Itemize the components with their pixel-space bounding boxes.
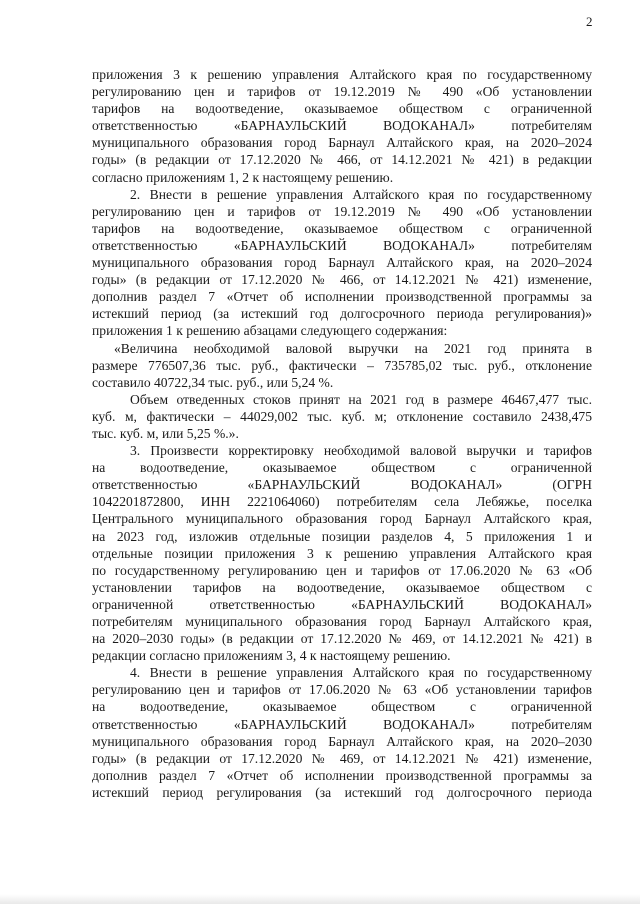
text-line: куб. м, фактически – 44029,002 тыс. куб. м; отклонение составило 2438,475 bbox=[92, 408, 592, 424]
quote-paragraph-start: Объем отведенных стоков принят на 2021 год в размере 46467,477 тыс. bbox=[130, 391, 592, 407]
text-line: ответственностью «БАРНАУЛЬСКИЙ ВОДОКАНАЛ» потребителям bbox=[92, 716, 592, 732]
text-line: годы» (в редакции от 17.12.2020 № 469, от 14.12.2021 № 421) изменение, bbox=[92, 750, 592, 766]
text-line: по государственному регулированию цен и тарифов от 17.06.2020 № 63 «Об bbox=[92, 562, 592, 578]
text-line: отдельные позиции приложения 3 к решению управления Алтайского края bbox=[92, 545, 592, 561]
document-body bbox=[92, 66, 592, 801]
text-line: тыс. куб. м, или 5,25 %.». bbox=[92, 425, 239, 441]
text-line: истекший период регулирования (за истекший год долгосрочного периода bbox=[92, 784, 592, 800]
text-line: ограниченной ответственностью «БАРНАУЛЬСКИЙ ВОДОКАНАЛ» bbox=[92, 596, 592, 612]
scan-bottom-edge bbox=[0, 894, 640, 904]
text-line: муниципального образования город Барнаул Алтайского края, на 2020–2030 bbox=[92, 733, 592, 749]
text-line: муниципального образования город Барнаул Алтайского края, на 2020–2024 bbox=[92, 135, 592, 151]
quote-paragraph-start: «Величина необходимой валовой выручки на 2021 год принята в bbox=[114, 340, 592, 356]
paragraph-2-start: 2. Внести в решение управления Алтайского края по государственному bbox=[130, 186, 592, 202]
text-line: на водоотведение, оказываемое обществом с ограниченной bbox=[92, 460, 592, 476]
text-line: истекший период (за истекший год долгосрочного периода регулирования)» bbox=[92, 306, 592, 322]
text-line: на водоотведение, оказываемое обществом с ограниченной bbox=[92, 699, 592, 715]
text-line: потребителям муниципального образования город Барнаул Алтайского края, bbox=[92, 614, 592, 629]
text-line: муниципального образования город Барнаул Алтайского края, на 2020–2024 bbox=[92, 255, 592, 271]
text-line: тарифов на водоотведение, оказываемое обществом с ограниченной bbox=[92, 220, 592, 236]
text-line: на 2023 год, изложив отдельные позиции разделов 4, 5 приложения 1 и bbox=[92, 528, 592, 544]
text-line: дополнив раздел 7 «Отчет об исполнении производственной программы за bbox=[92, 289, 592, 305]
text-line: Центрального муниципального образования город Барнаул Алтайского края, bbox=[92, 511, 592, 527]
text-line: 1042201872800, ИНН 2221064060) потребителям села Лебяжье, поселка bbox=[92, 494, 592, 510]
text-line: размере 776507,36 тыс. руб., фактически – 735785,02 тыс. руб., отклонение bbox=[92, 357, 592, 373]
text-line: ответственностью «БАРНАУЛЬСКИЙ ВОДОКАНАЛ» потребителям bbox=[92, 118, 592, 134]
text-line: дополнив раздел 7 «Отчет об исполнении производственной программы за bbox=[92, 767, 592, 783]
text-line: регулированию цен и тарифов от 19.12.2019 № 490 «Об установлении bbox=[92, 84, 592, 100]
text-line: ответственностью «БАРНАУЛЬСКИЙ ВОДОКАНАЛ» (ОГРН bbox=[92, 477, 592, 493]
text-line: на 2020–2030 годы» (в редакции от 17.12.2020 № 469, от 14.12.2021 № 421) в bbox=[92, 631, 592, 647]
text-line: тарифов на водоотведение, оказываемое обществом с ограниченной bbox=[92, 101, 592, 117]
text-line: ответственностью «БАРНАУЛЬСКИЙ ВОДОКАНАЛ» потребителям bbox=[92, 237, 592, 253]
text-line: составило 40722,34 тыс. руб., или 5,24 %. bbox=[92, 374, 334, 390]
text-line: установлении тарифов на водоотведение, оказываемое обществом с bbox=[92, 579, 592, 595]
paragraph-3-start: 3. Произвести корректировку необходимой валовой выручки и тарифов bbox=[130, 443, 592, 459]
text-line: годы» (в редакции от 17.12.2020 № 466, от 14.12.2021 № 421) в редакции bbox=[92, 152, 592, 168]
text-line: регулированию цен и тарифов от 17.06.2020 № 63 «Об установлении тарифов bbox=[92, 682, 592, 698]
text-line: редакции согласно приложениям 3, 4 к настоящему решению. bbox=[92, 648, 451, 664]
paragraph-4-start: 4. Внести в решение управления Алтайского края по государственному bbox=[130, 665, 592, 681]
text-line: приложения 3 к решению управления Алтайского края по государственному bbox=[92, 67, 592, 82]
text-line: регулированию цен и тарифов от 19.12.2019 № 490 «Об установлении bbox=[92, 203, 592, 219]
text-line: согласно приложениям 1, 2 к настоящему решению. bbox=[92, 169, 394, 185]
page-number: 2 bbox=[586, 14, 593, 29]
text-line: годы» (в редакции от 17.12.2020 № 466, от 14.12.2021 № 421) изменение, bbox=[92, 272, 592, 288]
text-line: приложения 1 к решению абзацами следующего содержания: bbox=[92, 323, 448, 339]
